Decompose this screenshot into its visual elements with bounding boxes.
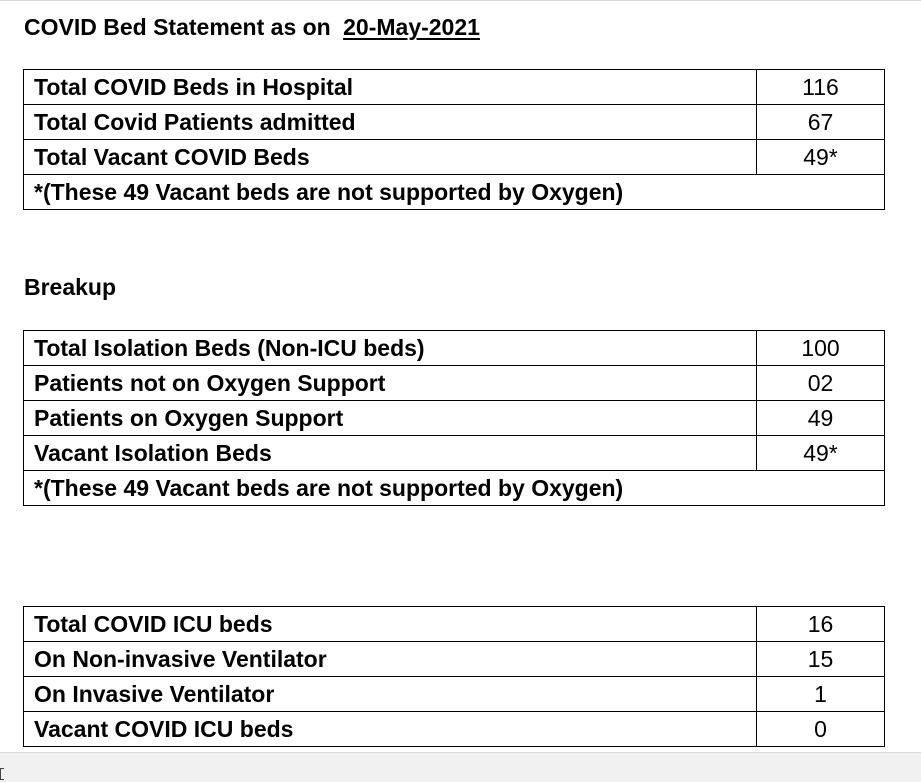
row-value: 116 (757, 70, 885, 105)
status-bar (0, 752, 921, 782)
table-note-row (24, 175, 885, 210)
table-row (24, 642, 885, 677)
title-prefix: COVID Bed Statement as on (24, 14, 331, 40)
row-label: Patients on Oxygen Support (24, 401, 757, 436)
table-row (24, 366, 885, 401)
bracket-icon (0, 768, 4, 780)
table-row (24, 70, 885, 105)
row-label: Total Vacant COVID Beds (24, 140, 757, 175)
row-value: 49* (757, 140, 885, 175)
row-label: On Invasive Ventilator (24, 677, 757, 712)
row-label: Vacant COVID ICU beds (24, 712, 757, 747)
icu-table (23, 606, 885, 747)
oxygen-note: *(These 49 Vacant beds are not supported by Oxygen) (24, 175, 885, 210)
row-value: 16 (757, 607, 885, 642)
table-row (24, 105, 885, 140)
page-title (24, 12, 480, 42)
row-value: 15 (757, 642, 885, 677)
table-row (24, 436, 885, 471)
row-label: Total COVID Beds in Hospital (24, 70, 757, 105)
oxygen-note: *(These 49 Vacant beds are not supported by Oxygen) (24, 471, 885, 506)
row-label: Patients not on Oxygen Support (24, 366, 757, 401)
table-row (24, 140, 885, 175)
table-row (24, 712, 885, 747)
table-row (24, 607, 885, 642)
row-label: Total Isolation Beds (Non-ICU beds) (24, 331, 757, 366)
row-value: 49 (757, 401, 885, 436)
summary-table (23, 69, 885, 210)
breakup-table (23, 330, 885, 506)
statement-date: 20-May-2021 (343, 14, 480, 40)
breakup-heading: Breakup (24, 274, 117, 300)
table-row (24, 401, 885, 436)
table-row (24, 331, 885, 366)
row-value: 0 (757, 712, 885, 747)
row-value: 100 (757, 331, 885, 366)
row-label: Total Covid Patients admitted (24, 105, 757, 140)
row-value: 49* (757, 436, 885, 471)
row-label: Total COVID ICU beds (24, 607, 757, 642)
row-value: 1 (757, 677, 885, 712)
row-label: Vacant Isolation Beds (24, 436, 757, 471)
table-row (24, 677, 885, 712)
row-label: On Non-invasive Ventilator (24, 642, 757, 677)
row-value: 67 (757, 105, 885, 140)
top-divider (0, 0, 921, 1)
table-note-row (24, 471, 885, 506)
row-value: 02 (757, 366, 885, 401)
